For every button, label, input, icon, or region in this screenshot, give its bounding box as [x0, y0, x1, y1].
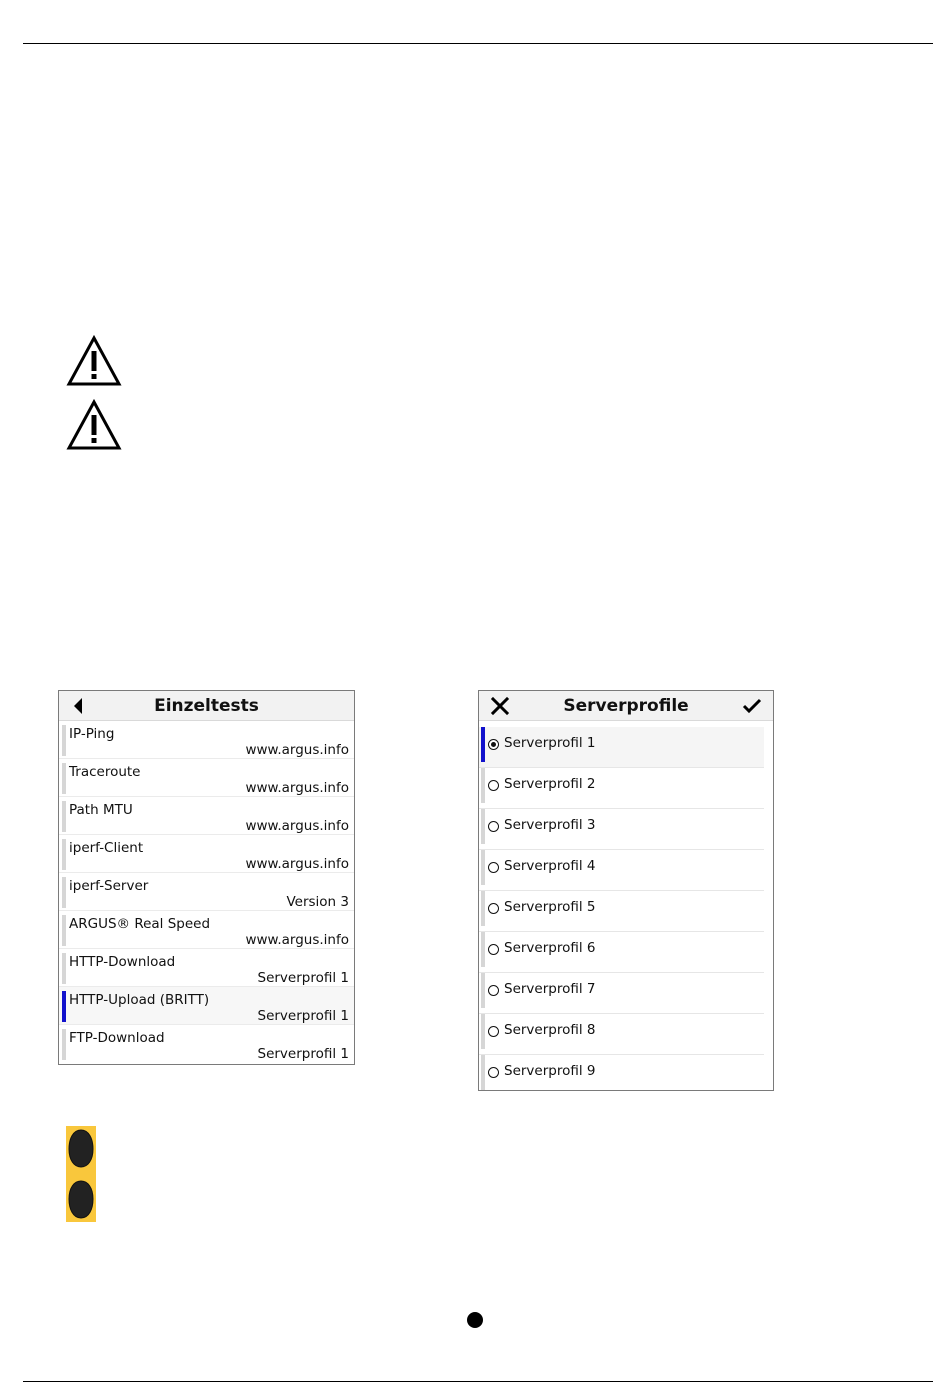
test-item-real-speed[interactable] [59, 911, 354, 949]
profile-option-7[interactable] [479, 973, 764, 1014]
serverprofile-title: Serverprofile [563, 696, 689, 716]
profile-option-5[interactable] [479, 891, 764, 932]
test-value: www.argus.info [245, 818, 349, 834]
einzeltests-screen [58, 690, 355, 1065]
test-name: iperf-Client [69, 840, 144, 856]
selection-bar [62, 877, 66, 908]
warning-icon [66, 335, 122, 387]
test-value: Serverprofil 1 [257, 970, 349, 986]
selection-bar [481, 850, 485, 885]
test-name: HTTP-Upload (BRITT) [69, 992, 210, 1008]
test-value: www.argus.info [245, 932, 349, 948]
test-name: FTP-Download [69, 1030, 165, 1046]
keypad-graphic [66, 1126, 96, 1222]
bottom-rule [23, 1381, 933, 1382]
test-list [59, 721, 354, 1063]
einzeltests-title: Einzeltests [154, 696, 259, 716]
test-item-iperf-client[interactable] [59, 835, 354, 873]
einzeltests-header [59, 691, 354, 721]
test-name: Traceroute [69, 764, 141, 780]
radio-empty-icon[interactable] [488, 862, 499, 873]
test-name: HTTP-Download [69, 954, 176, 970]
profile-label: Serverprofil 8 [504, 1022, 596, 1038]
test-name: Path MTU [69, 802, 133, 818]
selection-bar [62, 725, 66, 756]
profile-option-3[interactable] [479, 809, 764, 850]
up-key-icon [68, 1129, 94, 1168]
test-item-http-upload[interactable] [59, 987, 354, 1025]
radio-selected-icon[interactable] [488, 739, 499, 750]
test-item-traceroute[interactable] [59, 759, 354, 797]
test-name: iperf-Server [69, 878, 149, 894]
radio-empty-icon[interactable] [488, 985, 499, 996]
radio-empty-icon[interactable] [488, 780, 499, 791]
selection-bar [481, 727, 485, 762]
radio-empty-icon[interactable] [488, 903, 499, 914]
selection-bar [62, 1029, 66, 1060]
selection-bar [62, 801, 66, 832]
test-item-ftp-download[interactable] [59, 1025, 354, 1063]
test-name: IP-Ping [69, 726, 115, 742]
test-value: Version 3 [286, 894, 349, 910]
page-marker-dot [467, 1312, 483, 1328]
test-value: www.argus.info [245, 780, 349, 796]
selection-bar [481, 891, 485, 926]
selection-bar [62, 991, 66, 1022]
radio-empty-icon[interactable] [488, 821, 499, 832]
serverprofile-screen [478, 690, 774, 1091]
test-value: Serverprofil 1 [257, 1046, 349, 1062]
profile-label: Serverprofil 4 [504, 858, 596, 874]
profile-label: Serverprofil 1 [504, 735, 596, 751]
top-rule [23, 43, 933, 44]
profile-label: Serverprofil 5 [504, 899, 596, 915]
warning-icon [66, 399, 122, 451]
radio-empty-icon[interactable] [488, 1026, 499, 1037]
test-value: www.argus.info [245, 856, 349, 872]
check-icon[interactable] [741, 696, 763, 716]
test-item-ip-ping[interactable] [59, 721, 354, 759]
profile-label: Serverprofil 2 [504, 776, 596, 792]
profile-option-6[interactable] [479, 932, 764, 973]
profile-label: Serverprofil 9 [504, 1063, 596, 1079]
profile-list [479, 721, 773, 1096]
selection-bar [481, 768, 485, 803]
profile-option-2[interactable] [479, 768, 764, 809]
test-item-http-download[interactable] [59, 949, 354, 987]
profile-option-9[interactable] [479, 1055, 764, 1096]
profile-option-1[interactable] [479, 727, 764, 768]
test-value: www.argus.info [245, 742, 349, 758]
selection-bar [62, 763, 66, 794]
selection-bar [481, 932, 485, 967]
selection-bar [62, 839, 66, 870]
test-item-iperf-server[interactable] [59, 873, 354, 911]
selection-bar [481, 1014, 485, 1049]
profile-label: Serverprofil 7 [504, 981, 596, 997]
selection-bar [62, 915, 66, 946]
profile-label: Serverprofil 3 [504, 817, 596, 833]
test-name: ARGUS® Real Speed [69, 916, 211, 932]
selection-bar [62, 953, 66, 984]
test-value: Serverprofil 1 [257, 1008, 349, 1024]
test-item-path-mtu[interactable] [59, 797, 354, 835]
radio-empty-icon[interactable] [488, 944, 499, 955]
profile-option-4[interactable] [479, 850, 764, 891]
radio-empty-icon[interactable] [488, 1067, 499, 1078]
down-key-icon [68, 1180, 94, 1219]
profile-option-8[interactable] [479, 1014, 764, 1055]
selection-bar [481, 973, 485, 1008]
profile-label: Serverprofil 6 [504, 940, 596, 956]
serverprofile-header [479, 691, 773, 721]
selection-bar [481, 809, 485, 844]
selection-bar [481, 1055, 485, 1090]
